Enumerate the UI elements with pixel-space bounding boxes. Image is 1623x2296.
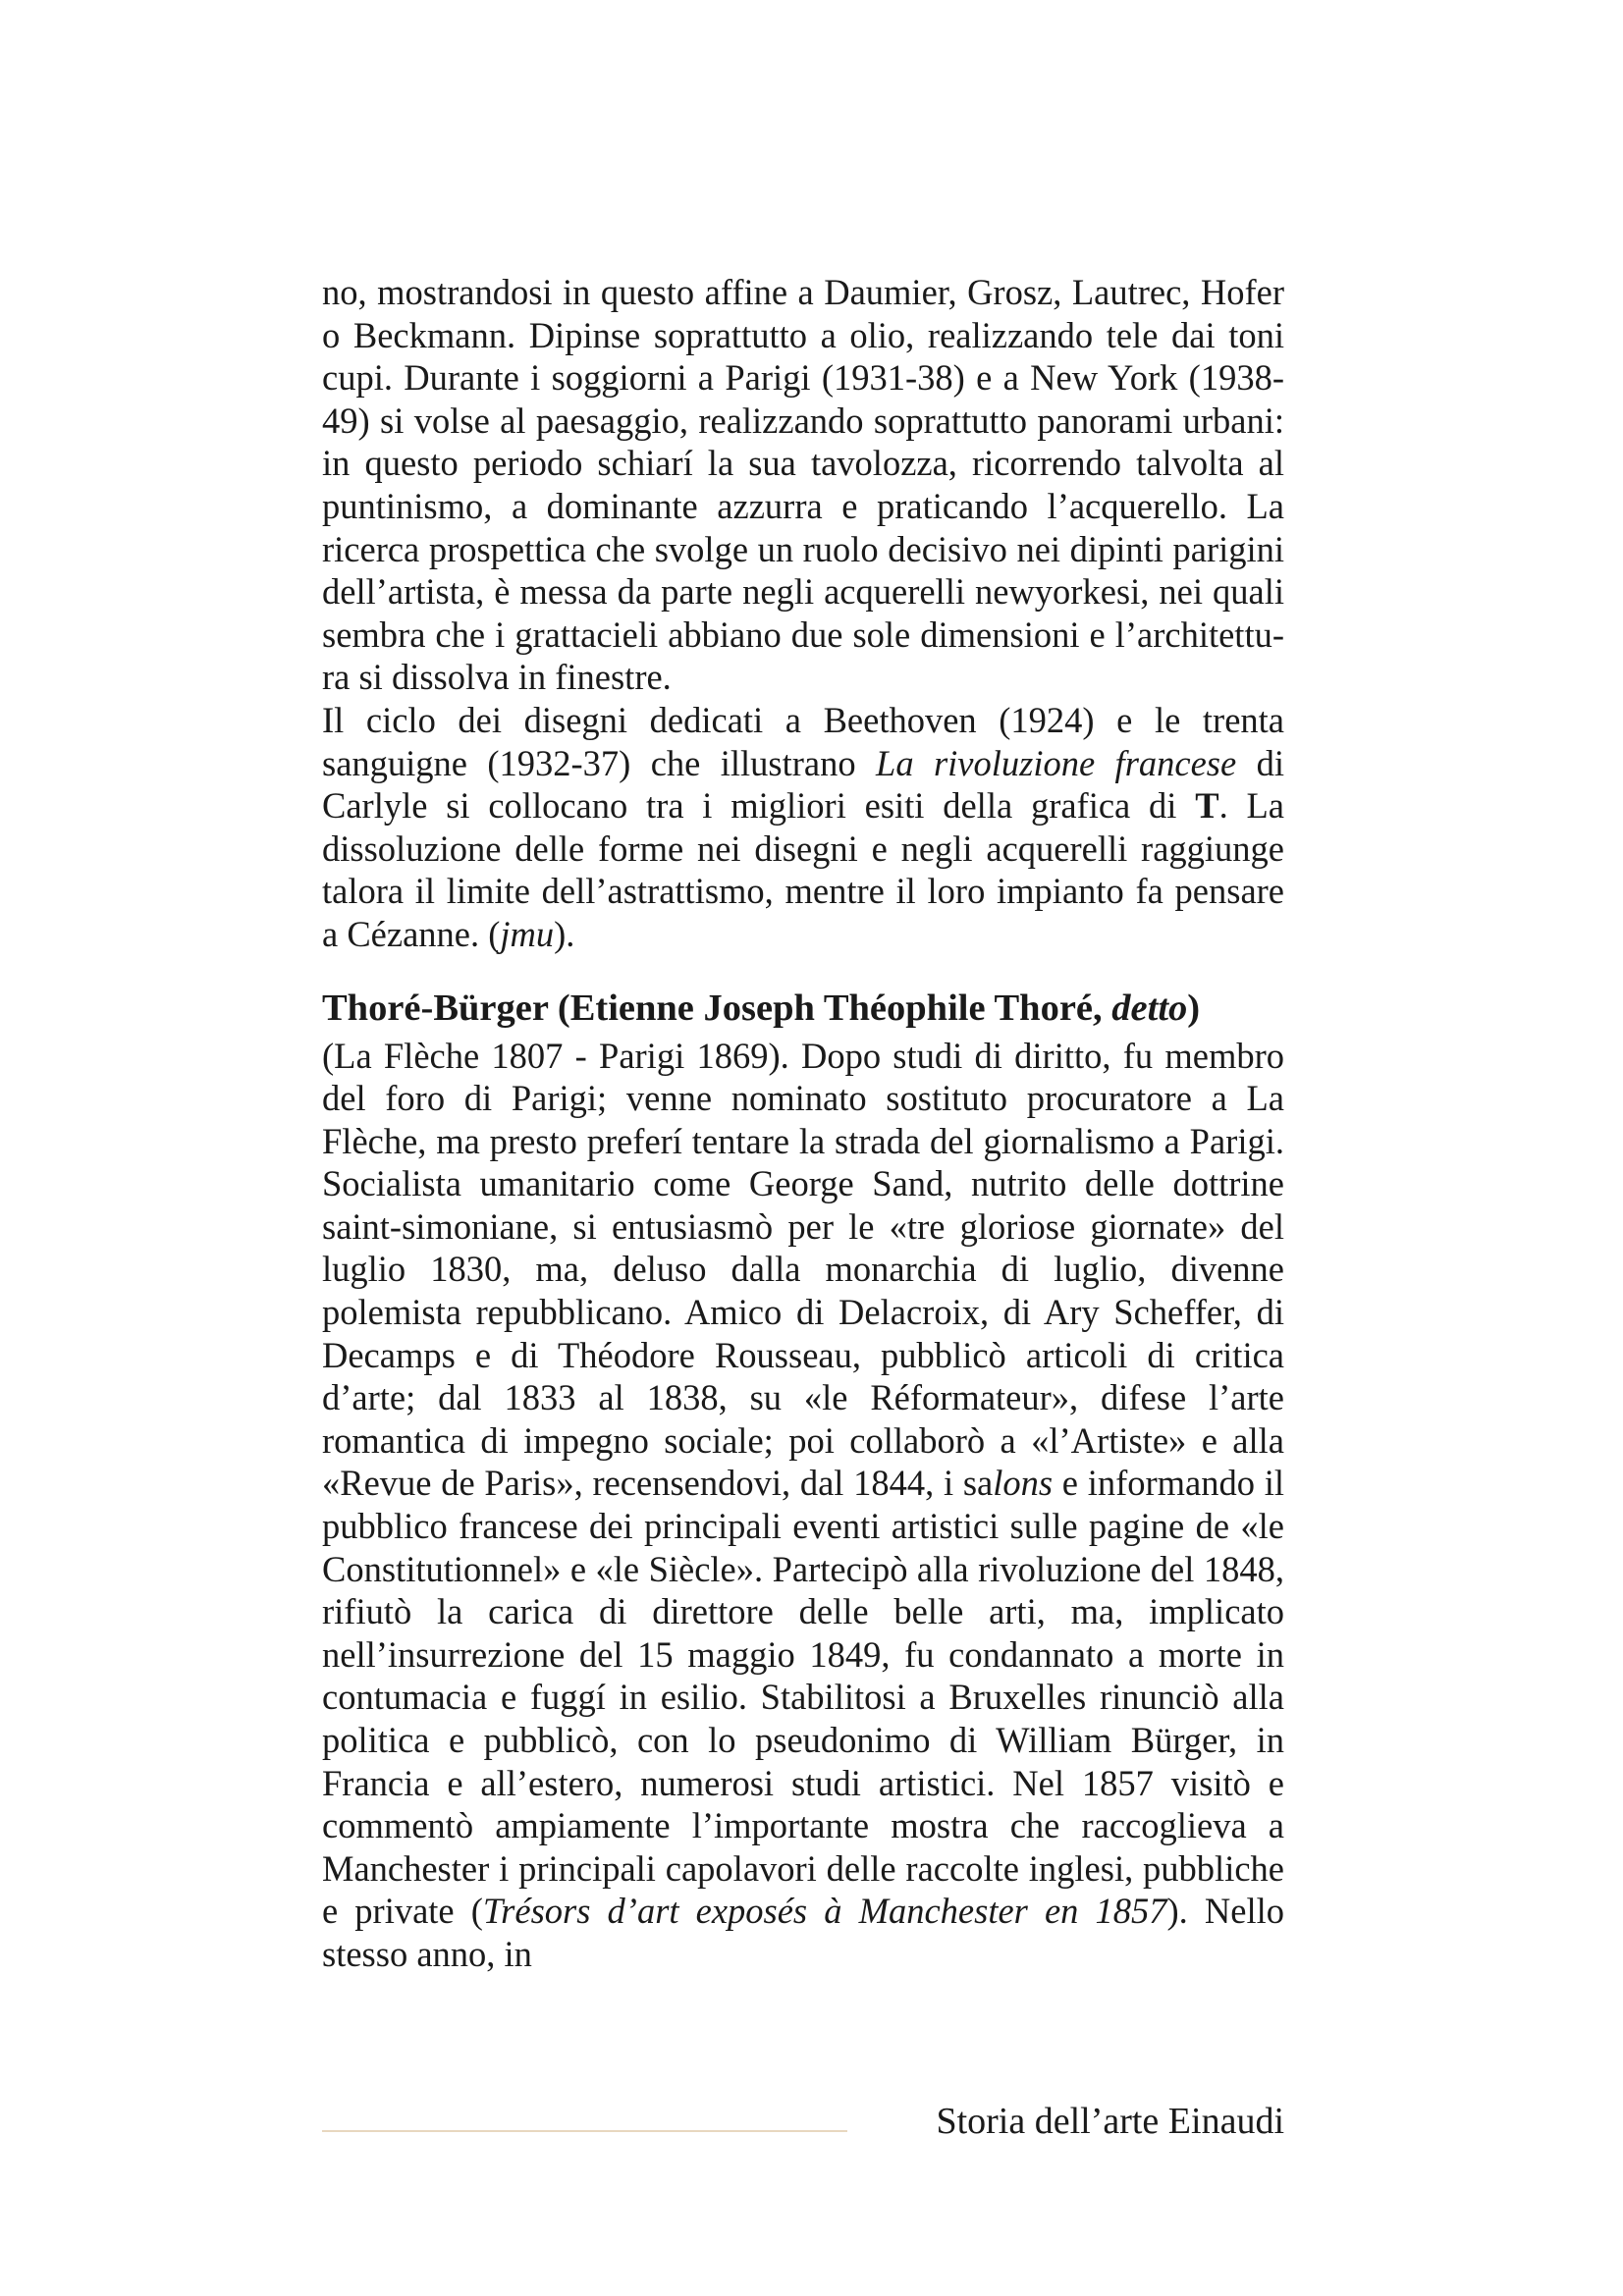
paragraph-text: . La dissoluzione delle forme nei disegni e negli acquerelli raggiunge talora il limite dell’astrattismo, mentre il loro impianto fa pensare a Cézanne. ( [322, 785, 1284, 954]
paragraph-text: di Carlyle si collocano tra i migliori esiti della grafica di [322, 742, 1284, 827]
entry-italic-salons: lons [993, 1463, 1054, 1504]
paragraph-text: no, mostrandosi in questo affine a Daumier, Grosz, Lautrec, Hofer o Beckmann. Dipinse soprattutto a olio, realizzando tele dai toni cupi. Durante i soggiorni a Parigi (1931-38) e a New York (1938-49) si volse al paesaggio, realizzando soprattutto panorami urbani: in questo periodo schiarí la sua tavolozza, ricorrendo talvolta al puntinismo, a dominante azzurra e praticando l’acquerello. La ricerca prospettica che svolge un ruolo decisivo nei dipinti parigini dell’artista, è messa da parte negli acquerelli newyorkesi, nei quali sembra che i grattacieli abbiano due sole dimensioni e l’architettura si dissolva in finestre. [322, 272, 1284, 698]
page-footer [322, 2097, 1284, 2156]
paragraph-continuation [322, 271, 1284, 699]
footer-rule [322, 2130, 847, 2132]
entry-abbreviation: T [1195, 785, 1219, 827]
entry-body [322, 1035, 1284, 1976]
entry-heading-close: ) [1187, 987, 1201, 1029]
paragraph-text: Il ciclo dei disegni dedicati a Beethoven (1924) e le trenta sanguigne (1932-37) che illustrano [322, 699, 1284, 783]
page-body [322, 271, 1284, 1976]
footer-title: Storia dell’arte Einaudi [936, 2101, 1284, 2142]
entry-text: ). Nello stesso anno, in [322, 1891, 1284, 1974]
entry-italic-tresors: Trésors d’art exposés à Manchester en 1857 [482, 1891, 1167, 1932]
entry-heading-text: Thoré-Bürger (Etienne Joseph Théophile Thoré, [322, 987, 1112, 1029]
entry-heading [322, 986, 1284, 1031]
entry-text: (La Flèche 1807 - Parigi 1869). Dopo studi di diritto, fu membro del foro di Parigi; venne nominato sostituto procuratore a La Flèche, ma presto preferí tentare la strada del giornalismo a Parigi. Socialista umanitario come George Sand, nutrito delle dottrine saint-simoniane, si entusiasmò per le «tre gloriose giornate» del luglio 1830, ma, deluso dalla monarchia di luglio, divenne polemista repubblicano. Amico di Delacroix, di Ary Scheffer, di Decamps e di Théodore Rousseau, pubblicò articoli di critica d’arte; dal 1833 al 1838, su «le Réformateur», difese l’arte romantica di impegno sociale; poi collaborò a «l’Artiste» e alla «Revue de Paris», recensendovi, dal 1844, i sa [322, 1035, 1284, 1504]
author-signature: jmu [500, 913, 555, 954]
paragraph-text: ). [554, 913, 575, 954]
entry-text: e informando il pubblico francese dei principali eventi artistici sulle pagine de «le Constitutionnel» e «le Siècle». Partecipò alla rivoluzione del 1848, rifiutò la carica di direttore delle belle arti, ma, implicato nell’insurrezione del 15 maggio 1849, fu condannato a morte in contumacia e fuggí in esilio. Stabilitosi a Bruxelles rinunciò alla politica e pubblicò, con lo pseudonimo di William Bürger, in Francia e all’estero, numerosi studi artistici. Nel 1857 visitò e commentò ampiamente l’importante mostra che raccoglieva a Manchester i principali capolavori delle raccolte inglesi, pubbliche e private ( [322, 1463, 1284, 1932]
book-title: La rivoluzione francese [876, 742, 1237, 783]
paragraph-graphics [322, 699, 1284, 956]
entry-heading-italic: detto [1111, 987, 1188, 1029]
